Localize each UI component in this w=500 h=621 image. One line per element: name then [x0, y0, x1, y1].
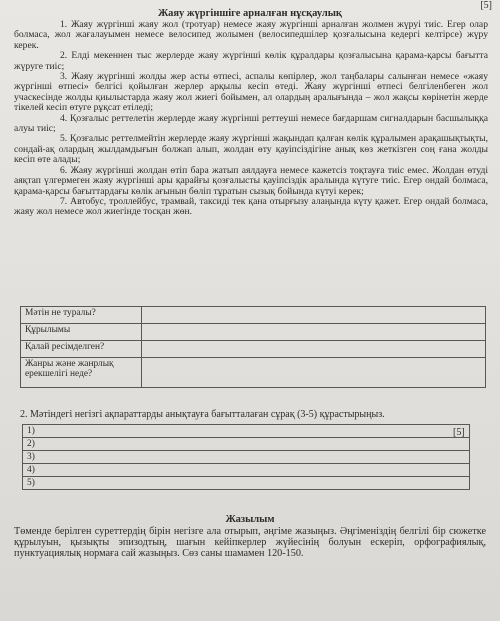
answer-line[interactable]: 5) — [23, 477, 470, 490]
answer-cell[interactable] — [142, 357, 486, 387]
paragraph-4: 4. Қозғалыс реттелетін жерлерде жаяу жүргінші реттеуші немесе бағдаршам сигналдарын басшылыққа алуы тиіс; — [14, 112, 488, 135]
page-title: Жаяу жүргіншіге арналған нұсқаулық — [158, 8, 342, 19]
table-row — [23, 477, 470, 490]
question-2-text: 2. Мәтіндегі негізгі ақпараттарды анықтауға бағытталаған сұрақ (3-5) құрастырыңыз. — [20, 409, 385, 420]
table-label: Қалай ресімделген? — [21, 340, 142, 357]
answer-cell[interactable] — [142, 323, 486, 340]
answer-line[interactable]: 4) — [23, 464, 470, 477]
answer-cell[interactable] — [142, 340, 486, 357]
paragraph-6: 6. Жаяу жүргінші жолдан өтіп бара жатып аялдауға немесе кажетсіз тоқтауға тиіс емес. Жолдан өтуді аяқтап үлгермеген жаяу жүргінші ары қарайғы қозғалысты қауіпсіздік аралында күтуге тиіс. Егер ондай болмаса, қарама-қарсы бағыттардағы көлік ағынын бөліп тұратын сызық бойында күтуі керек; — [14, 164, 488, 197]
table-label: Жанры және жанрлық ерекшелігі неде? — [21, 357, 142, 387]
answer-line[interactable]: 1) — [23, 425, 470, 438]
table-row — [23, 464, 470, 477]
instruction-paragraphs — [14, 20, 488, 218]
marks-top: [5] — [480, 0, 492, 11]
answer-cell[interactable] — [142, 307, 486, 324]
table-row — [21, 307, 486, 324]
section-text: Төменде берілген суреттердің бірін негізге ала отырып, әңгіме жазыңыз. Әңгіменіздің белгілі бір сюжетке құрылуын, қызықты эпизодтың, шағын кейіпкерлер жүйесінің болуын ескеріп, орфографиялық, пунктуациялық нормаға сай жазыңыз. Сөз саны шамамен 120-150. — [14, 526, 486, 560]
table-label: Мәтін не туралы? — [21, 307, 142, 324]
analysis-table — [20, 306, 486, 388]
question-2-marks: [5] — [453, 427, 465, 438]
paragraph-3: 3. Жаяу жүргінші жолды жер асты өтпесі, аспалы көпірлер, жол таңбалары салынған немесе «жаяу жүргінші өтпесі» белгісі қойылған жерлер арқылы кесіп өтеді. Жаяу жүргінші өтпесі белгіленбеген жол учаскесінде жолды қиылыстарда жаяу жол жиегі бойымен, ал олардың аралығында – жол жақсы көрінетін жерде тікелей кесіп өтуге рұқсат етіледі; — [14, 71, 488, 114]
table-row — [21, 323, 486, 340]
paragraph-2: 2. Елді мекеннен тыс жерлерде жаяу жүргінші көлік құралдары қозғалысына қарама-қарсы бағытта жүруге тиіс; — [14, 50, 488, 72]
table-row — [23, 451, 470, 464]
table-row — [23, 425, 470, 438]
section-title: Жазылым — [225, 514, 275, 525]
answer-line[interactable]: 2) — [23, 438, 470, 451]
paragraph-1: 1. Жаяу жүргінші жаяу жол (тротуар) немесе жаяу жүргінші арналған жолмен жүруі тиіс. Егер олар болмаса, жол жағалауымен немесе велосипед жолымен (велосипедшілер қозғалысына кедергі келтірсе) жүру керек. — [14, 19, 488, 51]
table-row — [23, 438, 470, 451]
answer-line[interactable]: 3) — [23, 451, 470, 464]
table-row — [21, 357, 486, 387]
table-label: Құрылымы — [21, 323, 142, 340]
paragraph-7: 7. Автобус, троллейбус, трамвай, таксиді тек қана отырғызу алаңында күту қажет. Егер ондай болмаса, жаяу жол немесе жол жиегінде тосқан жөн. — [14, 195, 488, 218]
question-2-answer-table — [22, 424, 470, 490]
paragraph-5: 5. Қозғалыс реттелмейтін жерлерде жаяу жүргінші жақындап қалған көлік құралымен арақашықтықты, сондай-ақ олардың жылдамдығын болжап алып, жолдан өту қауіпсіздігіне анық көз жеткізген соң ғана жолды кесіп өте алады; — [14, 133, 488, 166]
table-row — [21, 340, 486, 357]
